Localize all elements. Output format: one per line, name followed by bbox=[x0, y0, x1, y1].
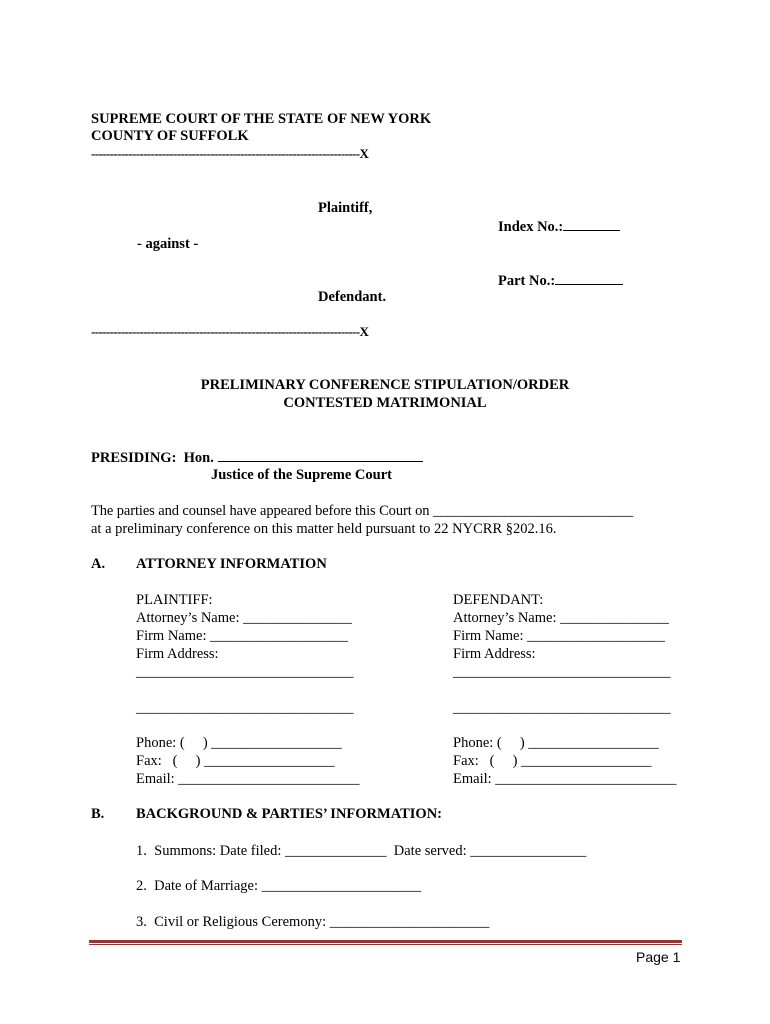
defendant-fax-field[interactable]: Fax: ( ) __________________ bbox=[453, 753, 652, 769]
against-label: - against - bbox=[137, 236, 199, 252]
defendant-address-line2[interactable]: ______________________________ bbox=[453, 700, 671, 716]
defendant-address-line1[interactable]: ______________________________ bbox=[453, 664, 671, 680]
part-blank[interactable] bbox=[555, 270, 623, 285]
defendant-email-field[interactable]: Email: _________________________ bbox=[453, 771, 677, 787]
plaintiff-address-line2[interactable]: ______________________________ bbox=[136, 700, 354, 716]
plaintiff-label: Plaintiff, bbox=[318, 200, 373, 216]
court-name: SUPREME COURT OF THE STATE OF NEW YORK bbox=[91, 111, 432, 127]
defendant-firm-name-field[interactable]: Firm Name: ___________________ bbox=[453, 628, 665, 644]
plaintiff-fax-field[interactable]: Fax: ( ) __________________ bbox=[136, 753, 335, 769]
plaintiff-column-label: PLAINTIFF: bbox=[136, 592, 213, 608]
justice-title: Justice of the Supreme Court bbox=[211, 467, 392, 483]
intro-line2: at a preliminary conference on this matter held pursuant to 22 NYCRR §202.16. bbox=[91, 521, 557, 537]
plaintiff-address-line1[interactable]: ______________________________ bbox=[136, 664, 354, 680]
index-label: Index No.: bbox=[498, 219, 564, 235]
caption-rule-top: ------------------------------------------------------------------------X bbox=[91, 146, 369, 161]
presiding bbox=[91, 447, 423, 467]
index-number bbox=[498, 216, 620, 236]
plaintiff-email-field[interactable]: Email: _________________________ bbox=[136, 771, 360, 787]
date-of-marriage-item[interactable]: 2. Date of Marriage: ______________________ bbox=[136, 878, 422, 894]
page-number: Page 1 bbox=[636, 949, 681, 965]
judge-name-blank[interactable] bbox=[218, 447, 423, 462]
footer-rule-thin bbox=[89, 944, 682, 945]
ceremony-type-item[interactable]: 3. Civil or Religious Ceremony: ______________________ bbox=[136, 914, 490, 930]
defendant-phone-field[interactable]: Phone: ( ) __________________ bbox=[453, 735, 659, 751]
part-label: Part No.: bbox=[498, 273, 556, 289]
presiding-label: PRESIDING: Hon. bbox=[91, 450, 214, 466]
county-name: COUNTY OF SUFFOLK bbox=[91, 128, 249, 144]
index-blank[interactable] bbox=[563, 216, 620, 231]
plaintiff-attorney-name-field[interactable]: Attorney’s Name: _______________ bbox=[136, 610, 352, 626]
defendant-attorney-name-field[interactable]: Attorney’s Name: _______________ bbox=[453, 610, 669, 626]
section-a-heading: ATTORNEY INFORMATION bbox=[136, 556, 327, 572]
summons-dates-item[interactable]: 1. Summons: Date filed: ______________ Date served: ________________ bbox=[136, 843, 587, 859]
document-title-line1: PRELIMINARY CONFERENCE STIPULATION/ORDER bbox=[200, 377, 570, 393]
footer-rule bbox=[89, 940, 682, 943]
plaintiff-firm-name-field[interactable]: Firm Name: ___________________ bbox=[136, 628, 348, 644]
section-a-letter: A. bbox=[91, 556, 106, 572]
section-b-letter: B. bbox=[91, 806, 105, 822]
defendant-firm-address-label: Firm Address: bbox=[453, 646, 536, 662]
intro-line1: The parties and counsel have appeared before this Court on ____________________________ bbox=[91, 503, 634, 519]
caption-rule-bottom: ------------------------------------------------------------------------X bbox=[91, 324, 369, 339]
defendant-label: Defendant. bbox=[318, 289, 387, 305]
part-number bbox=[498, 270, 623, 290]
defendant-column-label: DEFENDANT: bbox=[453, 592, 544, 608]
plaintiff-phone-field[interactable]: Phone: ( ) __________________ bbox=[136, 735, 342, 751]
document-title-line2: CONTESTED MATRIMONIAL bbox=[283, 395, 487, 411]
section-b-heading: BACKGROUND & PARTIES’ INFORMATION: bbox=[136, 806, 443, 822]
plaintiff-firm-address-label: Firm Address: bbox=[136, 646, 219, 662]
